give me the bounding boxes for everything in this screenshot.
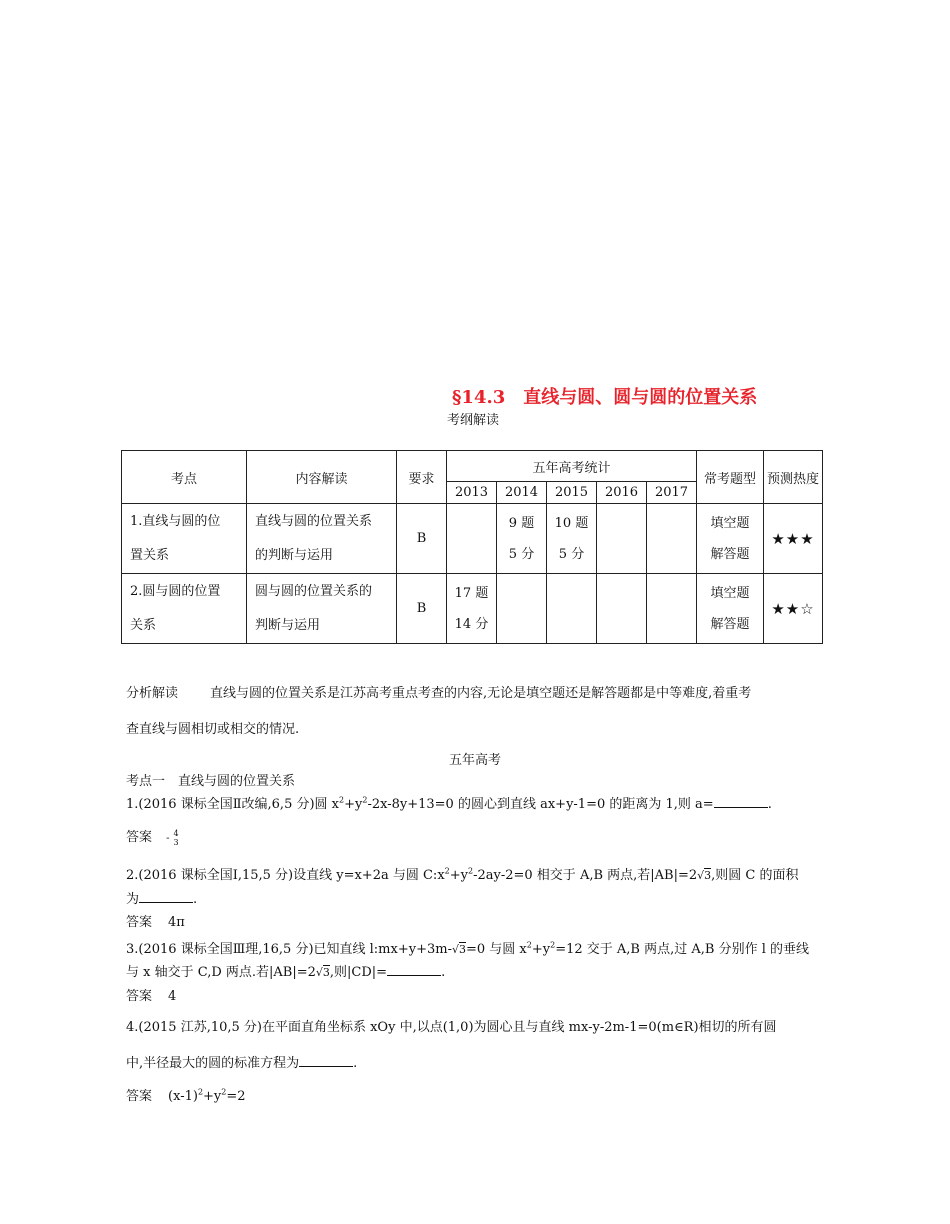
cell-2017 <box>647 574 697 644</box>
answer-3: 答案 4 <box>126 989 177 1004</box>
year-2015: 2015 <box>547 482 597 504</box>
table-row <box>122 504 823 574</box>
table-row <box>122 574 823 644</box>
syllabus-table <box>121 450 823 644</box>
year-2017: 2017 <box>647 482 697 504</box>
cell-heat: ★★★ <box>764 504 823 574</box>
syllabus-heading: 考纲解读 <box>447 413 500 428</box>
answer-blank <box>714 797 768 808</box>
answer-4: 答案 $(x-1)^2+y^2=2$ <box>126 1087 246 1104</box>
question-4: 4.(2015 江苏,10,5 分)在平面直角坐标系 xOy 中,以点(1,0)为圆心且与直线 mx-y-2m-1=0(m∈R)相切的所有圆 <box>126 1020 777 1035</box>
cell-2014 <box>497 574 547 644</box>
answer-1: 答案 - 4 3 <box>126 828 179 847</box>
cell-point: 1.直线与圆的位 置关系 <box>122 504 247 574</box>
answer-blank <box>299 1056 353 1067</box>
cell-2016 <box>597 504 647 574</box>
cell-2015 <box>547 574 597 644</box>
cell-content: 圆与圆的位置关系的 判断与运用 <box>247 574 397 644</box>
cell-2014: 9 题 5 分 <box>497 504 547 574</box>
question-1: 1.(2016 课标全国Ⅱ改编,6,5 分)圆 $x^2+y^2-2x-8y+13=0$ 的圆心到直线 ax+y-1=0 的距离为 1,则 a= . <box>126 795 772 812</box>
question-3: 3.(2016 课标全国Ⅲ理,16,5 分)已知直线 l:mx+y+3m-√3=0 与圆 $x^2+y^2=12$ 交于 A,B 两点,过 A,B 分别作 l 的垂线 <box>126 940 809 957</box>
year-2016: 2016 <box>597 482 647 504</box>
analysis-line-1: 分析解读 直线与圆的位置关系是江苏高考重点考查的内容,无论是填空题还是解答题都是中等难度,着重考 <box>126 686 752 701</box>
cell-2013: 17 题 14 分 <box>447 574 497 644</box>
cell-type: 填空题 解答题 <box>697 504 764 574</box>
cell-2013 <box>447 504 497 574</box>
header-stats: 五年高考统计 <box>447 451 697 482</box>
question-2-line-2: 为 . <box>126 892 198 907</box>
cell-type: 填空题 解答题 <box>697 574 764 644</box>
fraction: 4 3 <box>173 828 179 847</box>
question-3-line-2: 与 x 轴交于 C,D 两点.若|AB|=2√3,则|CD|= . <box>126 965 446 980</box>
header-point: 考点 <box>122 451 247 504</box>
header-type: 常考题型 <box>697 451 764 504</box>
analysis-label: 分析解读 <box>126 686 179 701</box>
answer-2: 答案 4π <box>126 915 185 930</box>
question-4-line-2: 中,半径最大的圆的标准方程为 . <box>126 1056 358 1071</box>
header-content: 内容解读 <box>247 451 397 504</box>
cell-2015: 10 题 5 分 <box>547 504 597 574</box>
cell-heat: ★★☆ <box>764 574 823 644</box>
kaodian-heading: 考点一 直线与圆的位置关系 <box>126 774 296 789</box>
cell-content: 直线与圆的位置关系 的判断与运用 <box>247 504 397 574</box>
analysis-line-2: 查直线与圆相切或相交的情况. <box>126 722 300 737</box>
cell-2017 <box>647 504 697 574</box>
header-requirement: 要求 <box>397 451 447 504</box>
header-heat: 预测热度 <box>764 451 823 504</box>
cell-point: 2.圆与圆的位置 关系 <box>122 574 247 644</box>
cell-2016 <box>597 574 647 644</box>
year-2013: 2013 <box>447 482 497 504</box>
question-2: 2.(2016 课标全国Ⅰ,15,5 分)设直线 y=x+2a 与圆 $C:x^2+y^2-2ay-2=0$ 相交于 A,B 两点,若|AB|=2√3,则圆 C 的面积 <box>126 866 799 883</box>
answer-blank <box>139 892 193 903</box>
year-2014: 2014 <box>497 482 547 504</box>
answer-blank <box>387 965 441 976</box>
section-heading: 五年高考 <box>448 753 501 768</box>
cell-requirement: B <box>397 574 447 644</box>
section-title: §14.3 直线与圆、圆与圆的位置关系 <box>452 387 758 408</box>
cell-requirement: B <box>397 504 447 574</box>
